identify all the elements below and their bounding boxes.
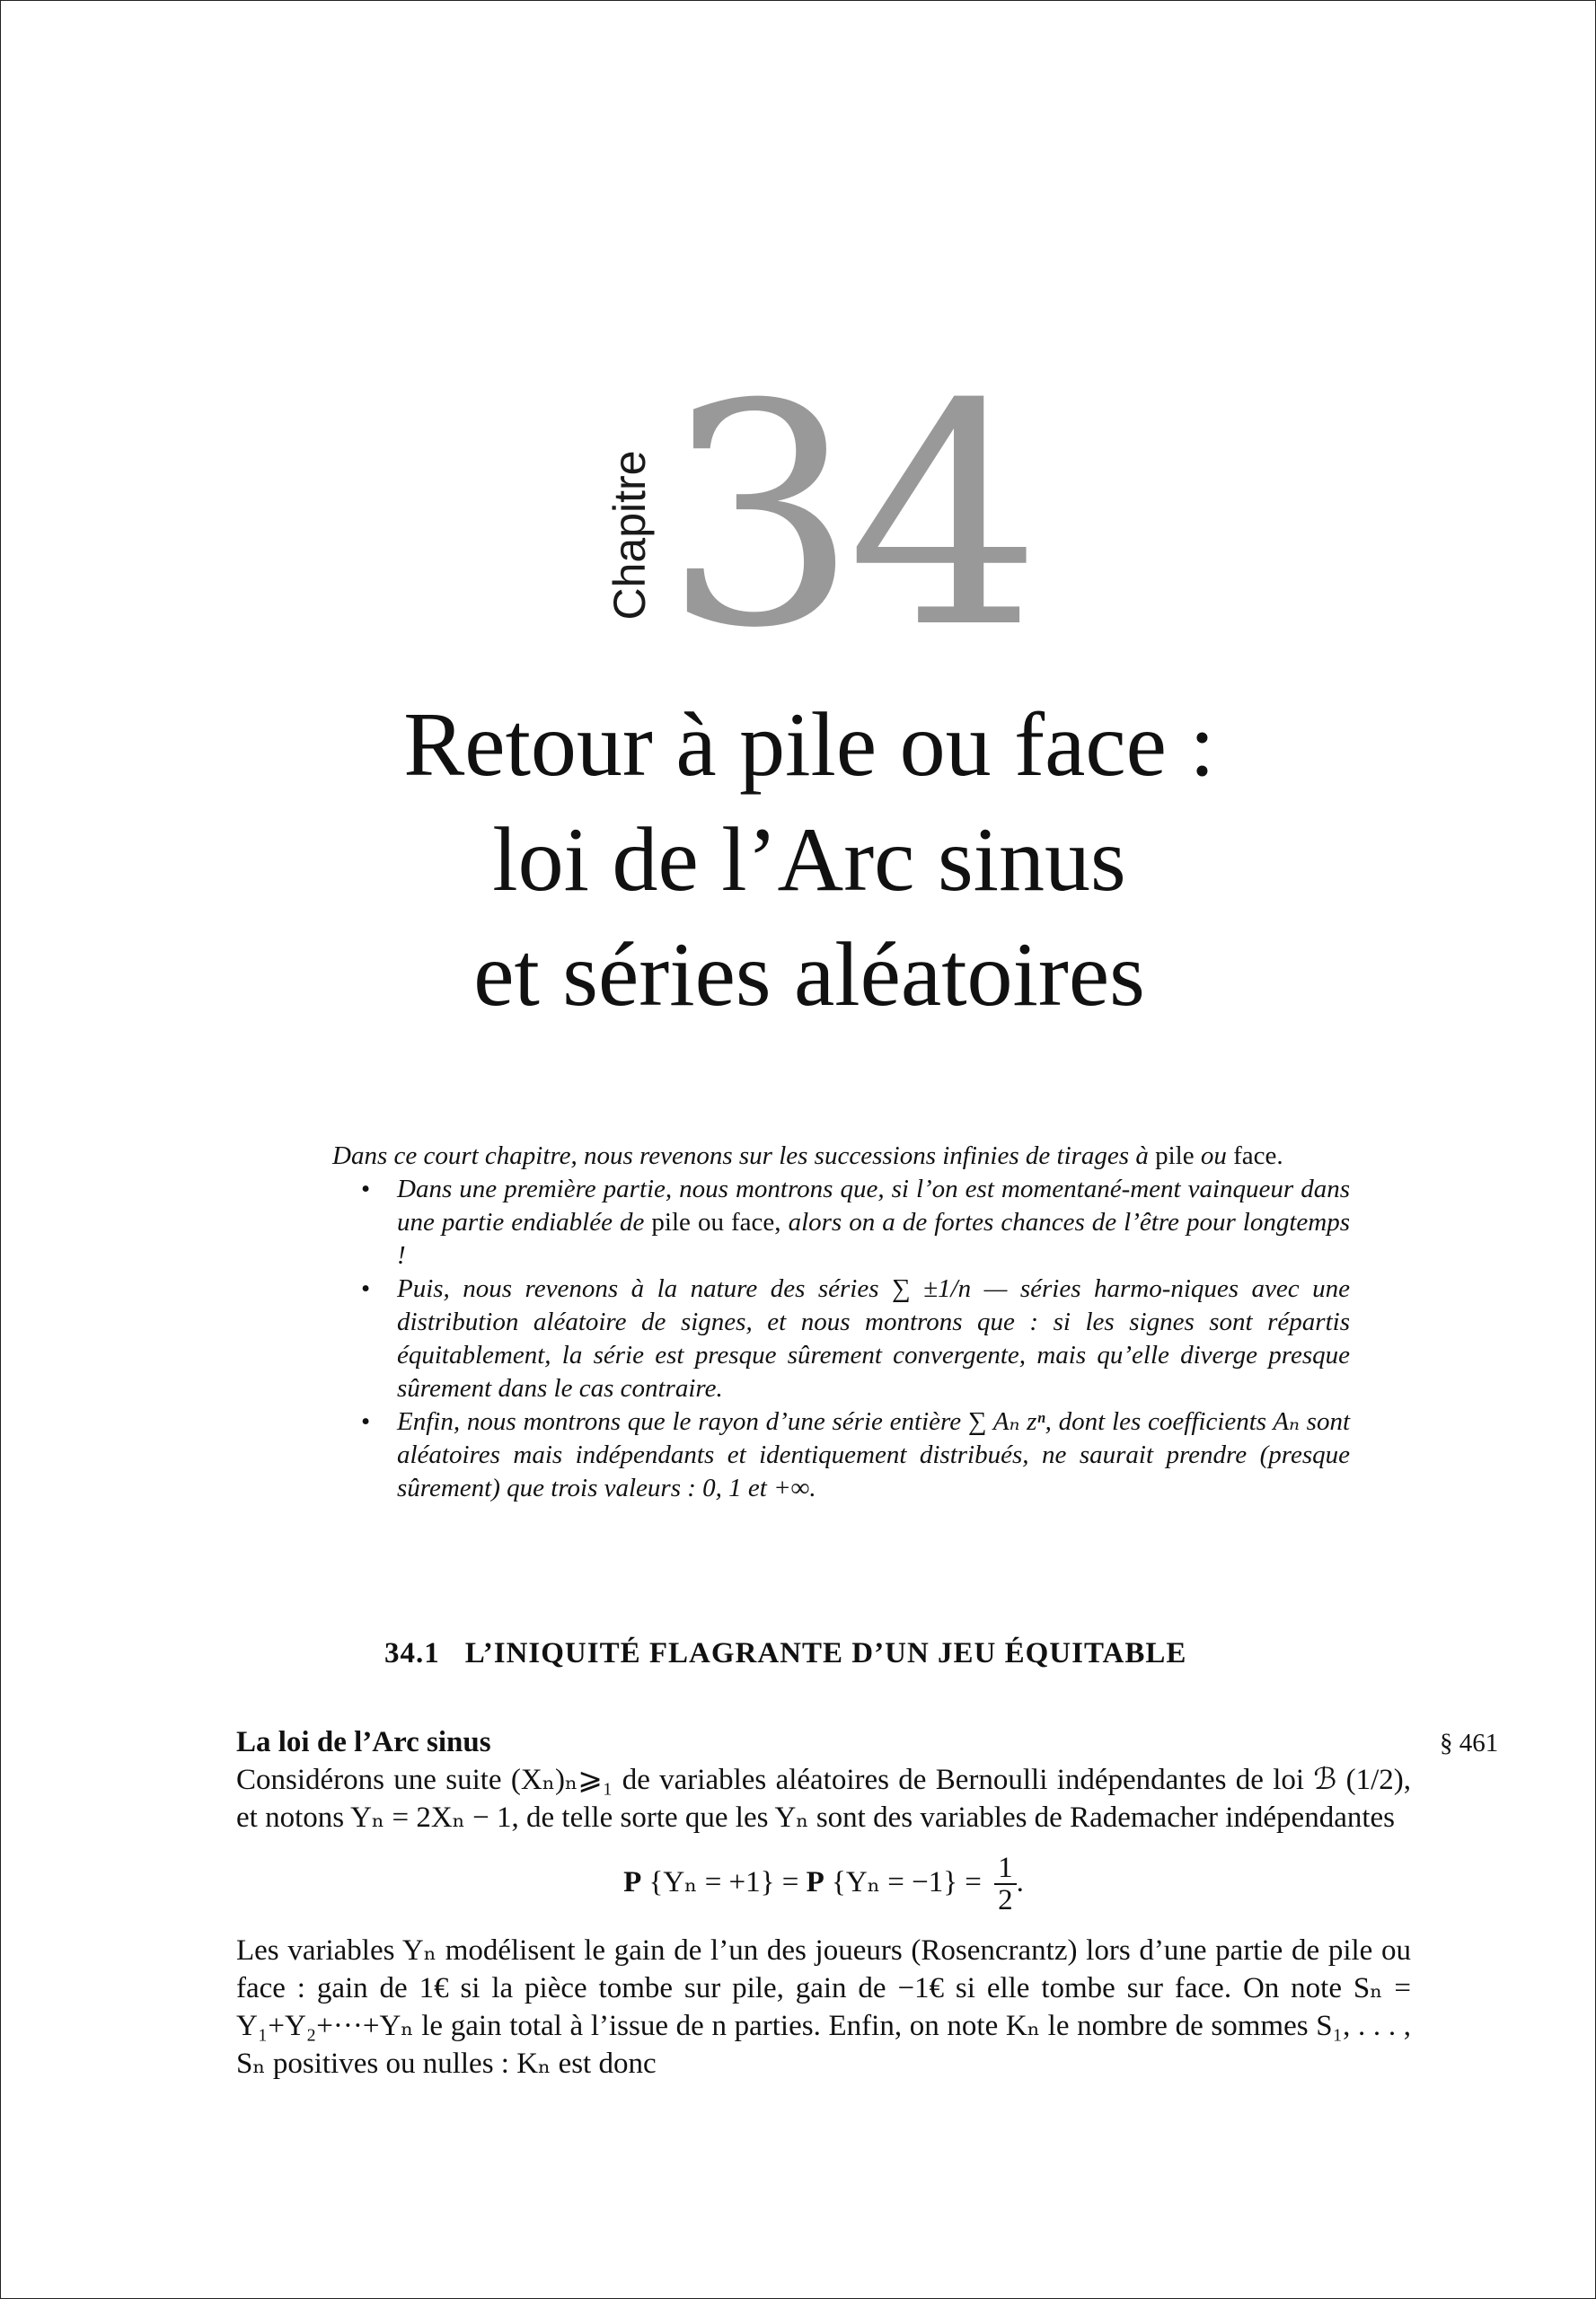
- body-text: [236, 1723, 1411, 2083]
- chapter-label: Chapitre: [604, 450, 655, 621]
- chapter-title: [181, 688, 1438, 1033]
- subheading: La loi de l’Arc sinus: [236, 1726, 491, 1758]
- display-equation: P {Yₙ = +1} = P {Yₙ = −1} = $\frac{1}{2}$ .: [623, 1852, 1024, 1917]
- chapter-number: 34: [664, 339, 1031, 695]
- chapter-abstract: [295, 1140, 1350, 1505]
- section-title: L’INIQUITÉ FLAGRANTE D’UN JEU ÉQUITABLE: [464, 1637, 1187, 1669]
- chapter-title-line: Retour à pile ou face :: [403, 694, 1215, 796]
- chapter-title-line: loi de l’Arc sinus: [492, 809, 1126, 911]
- abstract-intro: Dans ce court chapitre, nous revenons sur les successions infinies de tirages à pile ou face.: [332, 1141, 1283, 1170]
- abstract-bullet: • Dans une première partie, nous montrons que, si l’on est momentané-ment vainqueur dans une partie endiablée de pile ou face, alors on a de fortes chances de l’être pour longtemps !: [397, 1173, 1350, 1273]
- abstract-bullet: • Enfin, nous montrons que le rayon d’une série entière ∑ Aₙ zⁿ, dont les coefficients Aₙ sont aléatoires mais indépendants et identiquement distribués, ne saurait prendre (presque sûrement) que trois valeurs : 0, 1 et +∞.: [397, 1405, 1350, 1505]
- abstract-bullet: • Puis, nous revenons à la nature des séries ∑ ±1/n — séries harmo-niques avec une distribution aléatoire de signes, et nous montrons que : si les signes sont répartis équitablement, la série est presque sûrement convergente, mais qu’elle diverge presque sûrement dans le cas contraire.: [397, 1273, 1350, 1405]
- chapter-title-line: et séries aléatoires: [473, 924, 1145, 1026]
- fraction: $\frac{1}{2}$: [994, 1853, 1017, 1916]
- margin-reference: § 461: [1440, 1729, 1499, 1757]
- section-number: 34.1: [384, 1637, 440, 1669]
- abstract-list: [295, 1173, 1350, 1505]
- section-heading: [384, 1637, 1186, 1670]
- paragraph: Les variables Yₙ modélisent le gain de l’un des joueurs (Rosencrantz) lors d’une partie de pile ou face : gain de 1€ si la pièce tombe sur pile, gain de −1€ si elle tombe sur face. On note Sₙ = Y₁+Y₂+···+Yₙ le gain total à l’issue de n parties. Enfin, on note Kₙ le nombre de sommes S₁, . . . , Sₙ positives ou nulles : Kₙ est donc: [236, 1934, 1411, 2080]
- paragraph: Considérons une suite (Xₙ)ₙ⩾₁ de variables aléatoires de Bernoulli indépendantes de loi ℬ (1/2), et notons Yₙ = 2Xₙ − 1, de telle sorte que les Yₙ sont des variables de Rademacher indépendantes: [236, 1764, 1411, 1834]
